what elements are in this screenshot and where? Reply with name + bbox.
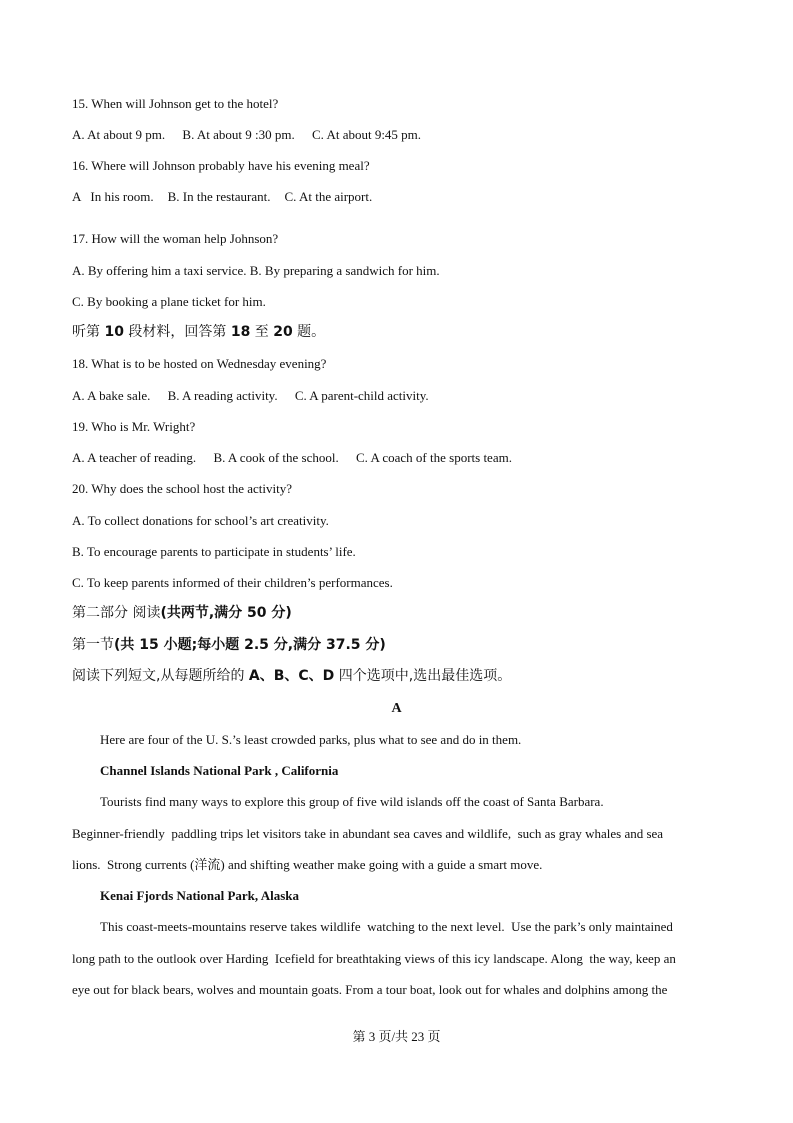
passage-intro: Here are four of the U. S.’s least crowded parks, plus what to see and do in them.: [100, 732, 522, 747]
part2-section1-title: 第一节(共 15 小题;每小题 2.5 分,满分 37.5 分): [72, 637, 386, 653]
park1-line-1: Tourists find many ways to explore this group of five wild islands off the coast of Santa Barbara.: [100, 794, 604, 809]
park1-line-3: lions. Strong currents (洋流) and shifting weather make going with a guide a smart move.: [72, 857, 543, 872]
option-15-b: B. At about 9 :30 pm.: [182, 127, 295, 142]
part2-instruction: 阅读下列短文,从每题所给的 A、B、C、D 四个选项中,选出最佳选项。: [72, 668, 512, 684]
option-16-a: A In his room.: [72, 189, 154, 204]
option-19-b: B. A cook of the school.: [213, 450, 339, 465]
option-18-b: B. A reading activity.: [167, 388, 278, 403]
question-15: 15. When will Johnson get to the hotel?: [72, 96, 279, 111]
question-18: 18. What is to be hosted on Wednesday evening?: [72, 356, 327, 371]
options-17-line2: C. By booking a plane ticket for him.: [72, 294, 266, 309]
option-16-b: B. In the restaurant.: [167, 189, 271, 204]
park2-heading: Kenai Fjords National Park, Alaska: [100, 888, 299, 903]
question-16: 16. Where will Johnson probably have his evening meal?: [72, 158, 370, 173]
park1-heading: Channel Islands National Park , California: [100, 763, 339, 778]
option-19-a: A. A teacher of reading.: [72, 450, 197, 465]
question-20: 20. Why does the school host the activity?: [72, 481, 292, 496]
page-footer: 第 3 页/共 23 页: [352, 1029, 441, 1044]
option-20-c: C. To keep parents informed of their children’s performances.: [72, 575, 393, 590]
option-15-a: A. At about 9 pm.: [72, 127, 166, 142]
option-20-a: A. To collect donations for school’s art creativity.: [72, 513, 329, 528]
option-19-c: C. A coach of the sports team.: [355, 450, 512, 465]
passage-letter: A: [391, 701, 402, 716]
option-18-c: C. A parent-child activity.: [294, 388, 429, 403]
options-16: [72, 189, 372, 205]
park2-line-1: This coast-meets-mountains reserve takes wildlife watching to the next level. Use the park’s only maintained: [100, 919, 673, 934]
options-17-line1: A. By offering him a taxi service. B. By preparing a sandwich for him.: [72, 263, 440, 278]
park1-line-2: Beginner-friendly paddling trips let visitors take in abundant sea caves and wildlife, such as gray whales and sea: [72, 826, 664, 841]
options-18: [72, 388, 429, 404]
options-15: [72, 127, 421, 143]
park2-line-3: eye out for black bears, wolves and mountain goats. From a tour boat, look out for whales and dolphins among the: [72, 982, 668, 997]
park2-line-2: long path to the outlook over Harding Icefield for breathtaking views of this icy landscape. Along the way, keep an: [72, 951, 676, 966]
option-15-c: C. At about 9:45 pm.: [311, 127, 422, 142]
question-19: 19. Who is Mr. Wright?: [72, 419, 196, 434]
options-19: [72, 450, 512, 466]
option-18-a: A. A bake sale.: [72, 388, 151, 403]
option-20-b: B. To encourage parents to participate in students’ life.: [72, 544, 356, 559]
section-10-heading: 听第 10 段材料，回答第 18 至 20 题。: [72, 324, 326, 340]
question-17: 17. How will the woman help Johnson?: [72, 231, 279, 246]
option-16-c: C. At the airport.: [284, 189, 373, 204]
part2-title: 第二部分 阅读(共两节,满分 50 分): [72, 605, 292, 621]
